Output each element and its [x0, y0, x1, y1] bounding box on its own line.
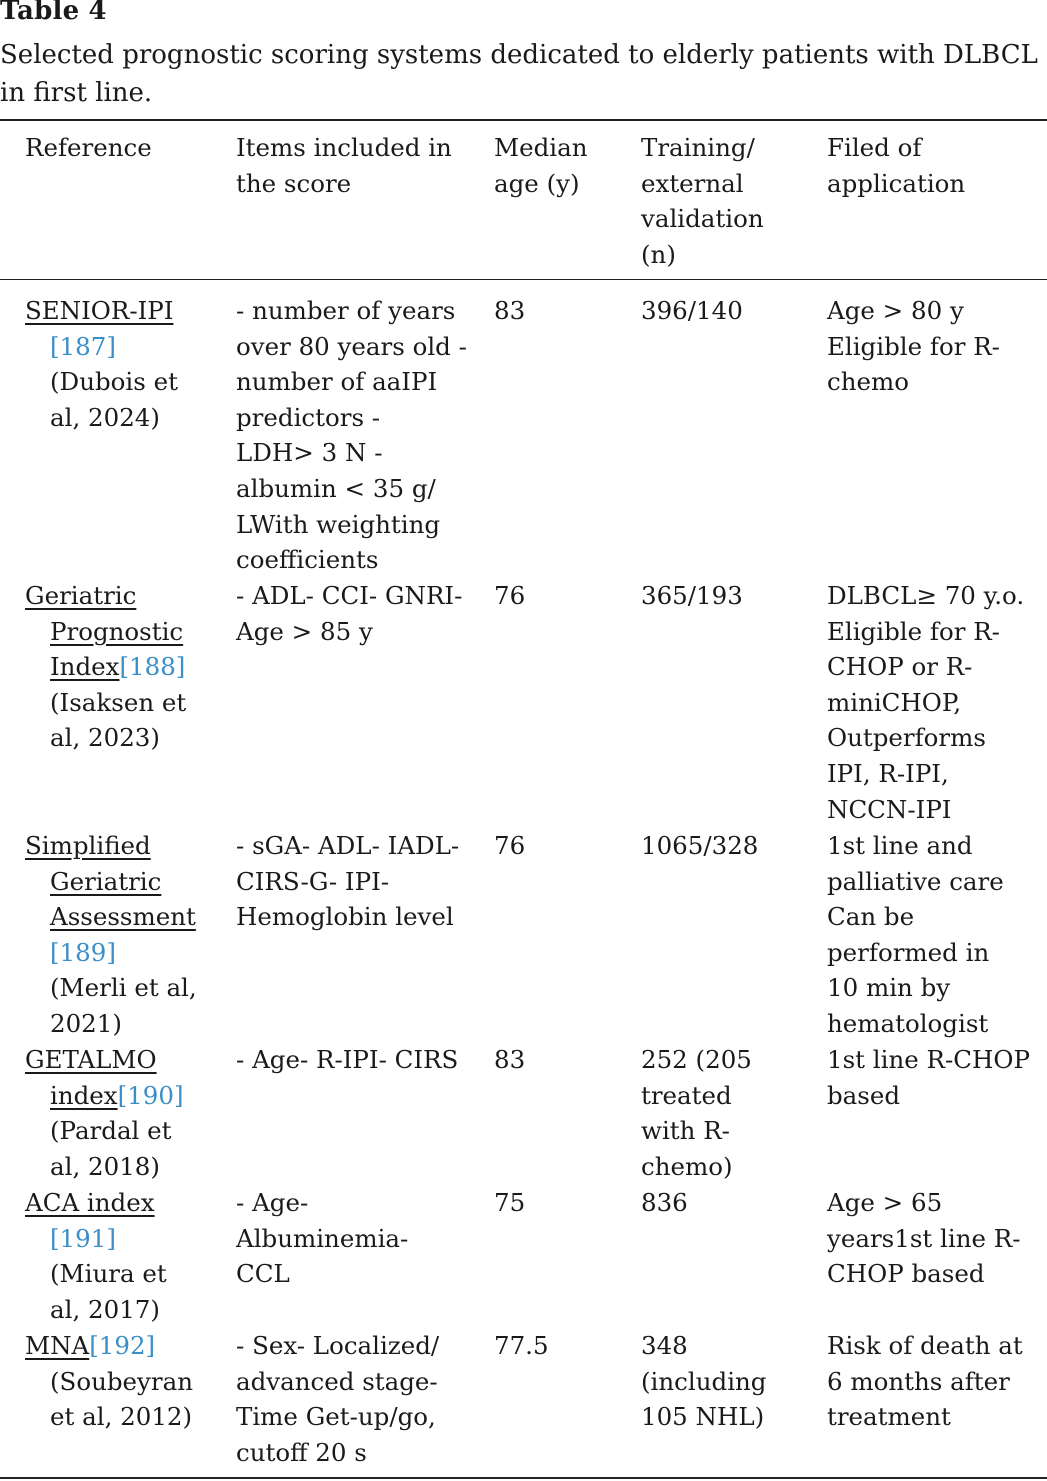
- cell-line: 1065/328: [641, 831, 759, 860]
- reference-line: [25, 1221, 225, 1257]
- reference-line: [25, 935, 225, 971]
- reference-name-link[interactable]: index: [50, 1080, 118, 1110]
- reference-name-link[interactable]: Geriatric: [50, 866, 162, 896]
- cell-line: - Age-: [236, 1188, 309, 1217]
- reference-name-link[interactable]: Simplified: [25, 831, 151, 860]
- cell-items: [236, 1328, 486, 1470]
- cell-line: NCCN-IPI: [827, 794, 952, 824]
- cell-line: Items included in: [236, 133, 452, 162]
- cell-line: 10 min by: [827, 973, 951, 1003]
- reference-name-link[interactable]: Geriatric: [25, 581, 137, 610]
- cell-line: 396/140: [641, 296, 743, 325]
- reference-name-link[interactable]: GETALMO: [25, 1045, 157, 1074]
- cell-line: - Sex- Localized/: [236, 1331, 440, 1360]
- reference-text: (Isaksen et: [50, 687, 187, 717]
- cell-line: the score: [236, 168, 352, 198]
- reference-line: [25, 1292, 225, 1328]
- cell-reference: [25, 1328, 225, 1435]
- cell-reference: [25, 293, 225, 435]
- cell-line: Training/: [641, 133, 755, 162]
- reference-name-link[interactable]: ACA index: [25, 1188, 155, 1217]
- cell-line: over 80 years old -: [236, 331, 467, 361]
- reference-line: [25, 364, 225, 400]
- reference-text: al, 2023): [50, 723, 160, 753]
- cell-training-validation: [641, 1328, 821, 1435]
- cell-line: 1st line and: [827, 831, 973, 860]
- cell-training-validation: [641, 578, 821, 614]
- reference-text: al, 2018): [50, 1151, 160, 1181]
- reference-text: (Merli et al,: [50, 973, 197, 1003]
- reference-text: 2021): [50, 1008, 122, 1038]
- cell-median-age: 76: [494, 581, 526, 610]
- cell-line: (n): [641, 239, 676, 269]
- cell-items: [236, 1042, 486, 1078]
- cell-training-validation: [641, 293, 821, 329]
- reference-name-link[interactable]: Prognostic: [50, 616, 184, 646]
- cell-line: application: [827, 168, 966, 198]
- reference-text: (Dubois et: [50, 367, 178, 397]
- cell-line: 836: [641, 1188, 688, 1217]
- cell-line: 348: [641, 1331, 688, 1360]
- cell-line: CCL: [236, 1259, 290, 1289]
- cell-median-age: 83: [494, 296, 526, 325]
- cell-items: [236, 828, 486, 935]
- cell-field-of-application: [827, 578, 1047, 827]
- reference-line: [25, 614, 225, 650]
- reference-line: [25, 899, 225, 935]
- cell-line: Time Get-up/go,: [236, 1402, 436, 1432]
- reference-line: [25, 1328, 225, 1364]
- cell-line: Median: [494, 133, 588, 162]
- bottom-rule: [0, 1477, 1047, 1479]
- reference-line: [25, 293, 225, 329]
- cell-line: - Age- R-IPI- CIRS: [236, 1045, 459, 1074]
- reference-name-link[interactable]: Assessment: [50, 902, 196, 932]
- cell-line: 252 (205: [641, 1045, 752, 1074]
- cell-line: cutoff 20 s: [236, 1437, 367, 1467]
- cell-reference: [25, 828, 225, 1042]
- cell-line: Hemoglobin level: [236, 902, 454, 932]
- cell-line: treatment: [827, 1402, 951, 1432]
- reference-line: [25, 1256, 225, 1292]
- cell-line: - number of years: [236, 296, 456, 325]
- cell-line: 365/193: [641, 581, 743, 610]
- header-field-of-application: [827, 130, 1047, 201]
- header-reference: [25, 130, 225, 166]
- cell-line: Albuminemia-: [236, 1223, 409, 1253]
- cell-line: CIRS-G- IPI-: [236, 866, 390, 896]
- reference-line: [25, 720, 225, 756]
- citation-link[interactable]: [191]: [50, 1223, 116, 1253]
- cell-line: validation: [641, 204, 764, 234]
- table-caption: Selected prognostic scoring systems dedicated to elderly patients with DLBCL in first line.: [0, 40, 1038, 108]
- cell-line: Age > 85 y: [236, 616, 373, 646]
- cell-line: miniCHOP,: [827, 687, 962, 717]
- cell-field-of-application: [827, 1042, 1047, 1113]
- reference-line: [25, 578, 225, 614]
- cell-line: chemo): [641, 1151, 733, 1181]
- cell-line: hematologist: [827, 1008, 989, 1038]
- cell-line: age (y): [494, 168, 580, 198]
- cell-line: predictors -: [236, 402, 381, 432]
- cell-items: [236, 1185, 486, 1292]
- cell-line: Age > 80 y: [827, 296, 964, 325]
- reference-text: al, 2017): [50, 1294, 160, 1324]
- cell-line: performed in: [827, 937, 990, 967]
- reference-line: [25, 1364, 225, 1400]
- cell-field-of-application: [827, 293, 1047, 400]
- header-rule: [0, 279, 1047, 280]
- cell-line: number of aaIPI: [236, 367, 438, 397]
- citation-link[interactable]: [187]: [50, 331, 116, 361]
- reference-text: et al, 2012): [50, 1402, 193, 1432]
- cell-items: [236, 578, 486, 649]
- cell-line: 6 months after: [827, 1366, 1010, 1396]
- cell-line: DLBCL≥ 70 y.o.: [827, 581, 1025, 610]
- reference-text: al, 2024): [50, 402, 160, 432]
- cell-line: albumin < 35 g/: [236, 473, 436, 503]
- cell-line: 105 NHL): [641, 1402, 765, 1432]
- reference-line: [25, 1149, 225, 1185]
- cell-line: LWith weighting: [236, 509, 441, 539]
- top-rule: [0, 119, 1047, 121]
- cell-line: Eligible for R-: [827, 331, 1000, 361]
- reference-line: [25, 1042, 225, 1078]
- cell-field-of-application: [827, 1185, 1047, 1292]
- cell-median-age: 77.5: [494, 1331, 549, 1360]
- citation-link[interactable]: [190]: [117, 1080, 184, 1110]
- cell-line: Filed of: [827, 133, 922, 162]
- cell-line: Can be: [827, 902, 915, 932]
- reference-name-link[interactable]: MNA: [25, 1331, 90, 1360]
- cell-reference: [25, 578, 225, 756]
- cell-reference: [25, 1185, 225, 1327]
- cell-line: years1st line R-: [827, 1223, 1021, 1253]
- cell-line: palliative care: [827, 866, 1004, 896]
- cell-line: - ADL- CCI- GNRI-: [236, 581, 463, 610]
- cell-line: advanced stage-: [236, 1366, 438, 1396]
- cell-line: Reference: [25, 133, 152, 162]
- table-label: Table 4: [0, 0, 107, 26]
- reference-line: [25, 1078, 225, 1114]
- cell-line: - sGA- ADL- IADL-: [236, 831, 460, 860]
- cell-line: IPI, R-IPI,: [827, 758, 949, 788]
- cell-training-validation: [641, 828, 821, 864]
- cell-line: Age > 65: [827, 1188, 943, 1217]
- reference-line: [25, 864, 225, 900]
- cell-line: CHOP based: [827, 1259, 985, 1289]
- cell-median-age: 76: [494, 831, 526, 860]
- reference-line: [25, 1185, 225, 1221]
- reference-line: [25, 400, 225, 436]
- cell-line: chemo: [827, 367, 909, 397]
- cell-line: 1st line R-CHOP: [827, 1045, 1030, 1074]
- cell-line: CHOP or R-: [827, 652, 973, 682]
- cell-line: external: [641, 168, 744, 198]
- cell-line: LDH> 3 N -: [236, 438, 383, 468]
- reference-line: [25, 1399, 225, 1435]
- reference-line: [25, 329, 225, 365]
- cell-items: [236, 293, 486, 578]
- cell-line: Risk of death at: [827, 1331, 1023, 1360]
- reference-text: (Pardal et: [50, 1116, 172, 1146]
- cell-line: coefficients: [236, 545, 379, 575]
- reference-name-link[interactable]: Index: [50, 652, 120, 682]
- cell-line: Outperforms: [827, 723, 986, 753]
- reference-name-link[interactable]: SENIOR-IPI: [25, 296, 174, 325]
- cell-training-validation: [641, 1042, 821, 1184]
- cell-line: with R-: [641, 1116, 730, 1146]
- reference-line: [25, 828, 225, 864]
- cell-median-age: 75: [494, 1188, 526, 1217]
- header-items: [236, 130, 486, 201]
- reference-text: (Miura et: [50, 1259, 167, 1289]
- cell-field-of-application: [827, 1328, 1047, 1435]
- cell-training-validation: [641, 1185, 821, 1221]
- citation-link[interactable]: [189]: [50, 937, 116, 967]
- cell-reference: [25, 1042, 225, 1184]
- reference-line: [25, 1113, 225, 1149]
- header-training-validation: [641, 130, 821, 272]
- cell-line: (including: [641, 1366, 767, 1396]
- reference-text: (Soubeyran: [50, 1366, 193, 1396]
- reference-line: [25, 970, 225, 1006]
- citation-link[interactable]: [188]: [119, 652, 186, 682]
- cell-line: Eligible for R-: [827, 616, 1000, 646]
- reference-line: [25, 1006, 225, 1042]
- reference-line: [25, 685, 225, 721]
- citation-link[interactable]: [192]: [89, 1331, 156, 1360]
- header-median-age: [494, 130, 634, 201]
- reference-line: [25, 649, 225, 685]
- cell-line: treated: [641, 1080, 732, 1110]
- cell-line: based: [827, 1080, 901, 1110]
- cell-field-of-application: [827, 828, 1047, 1042]
- cell-median-age: 83: [494, 1045, 526, 1074]
